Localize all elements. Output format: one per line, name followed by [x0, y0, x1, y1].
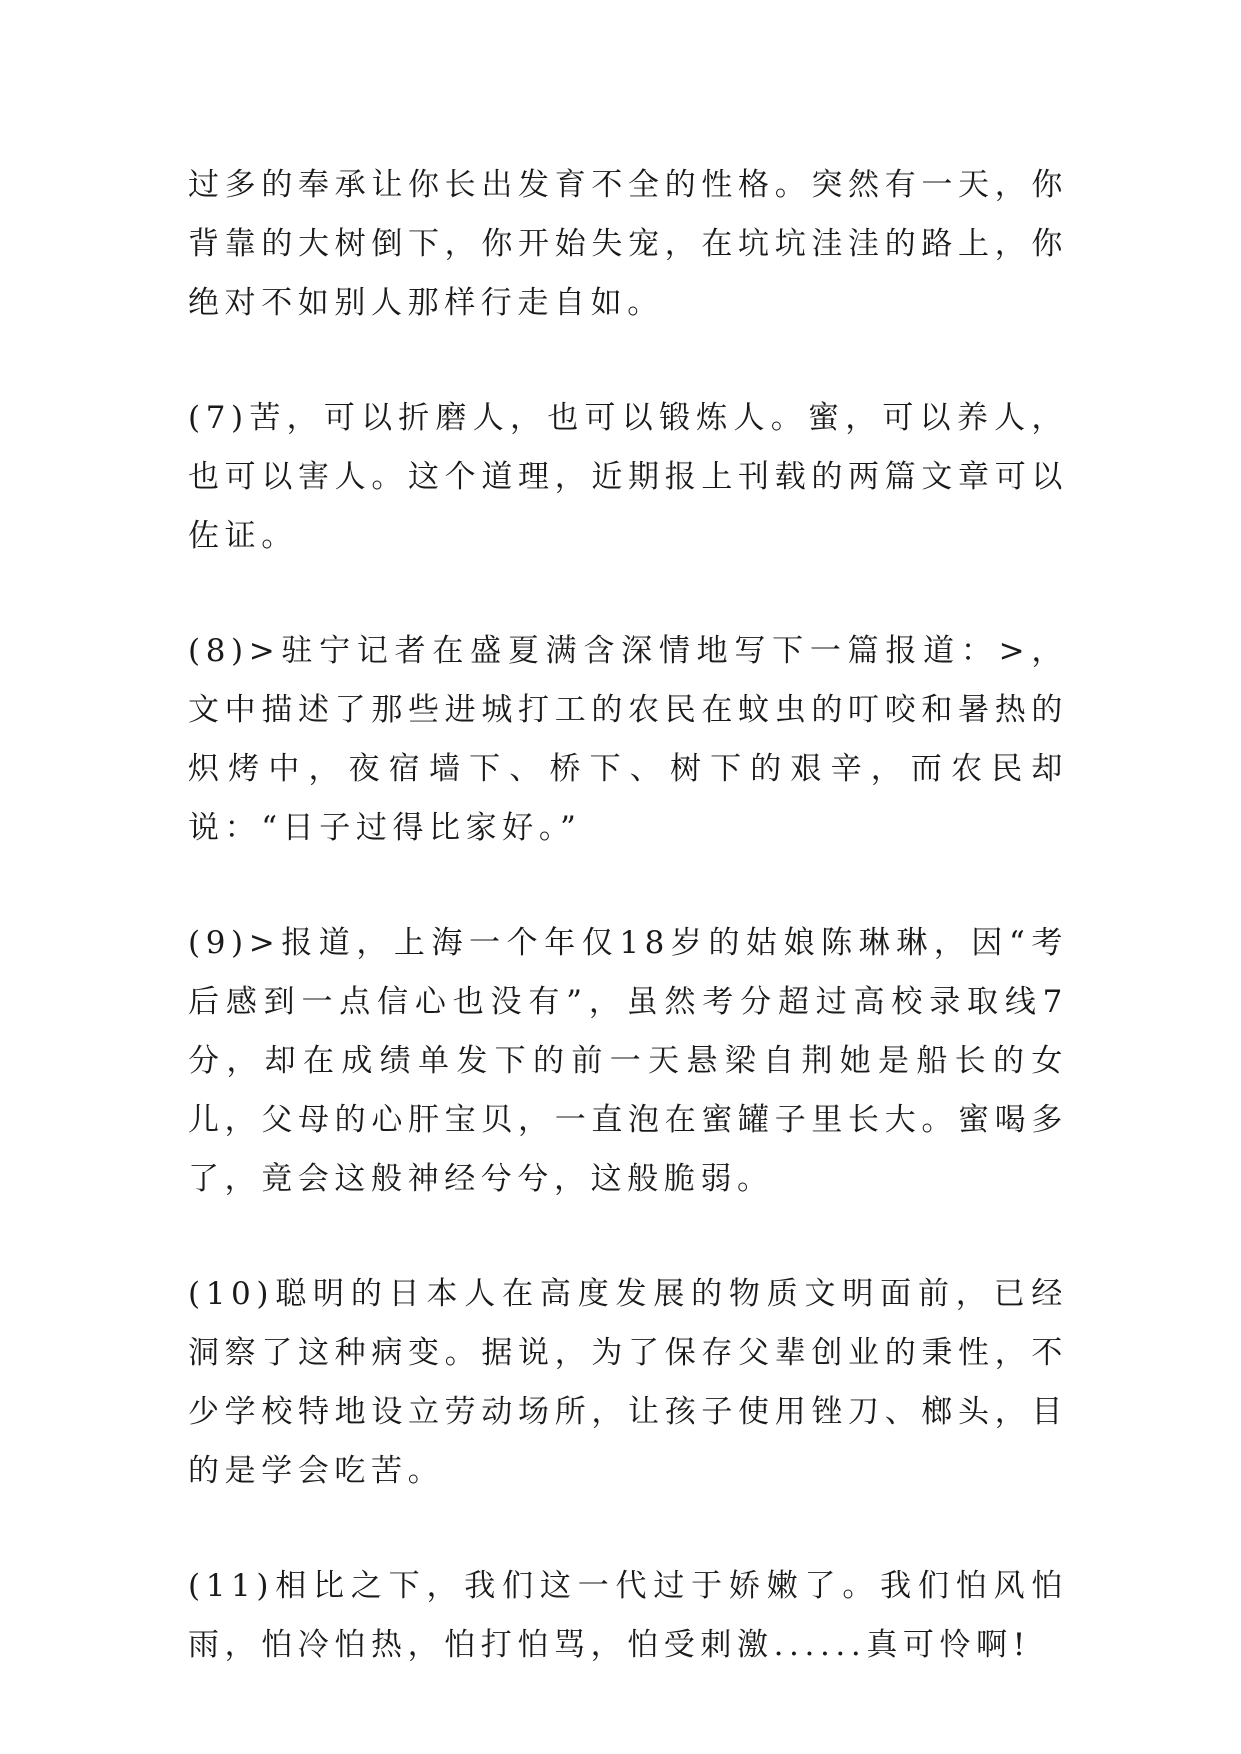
paragraph: (9)>报道，上海一个年仅18岁的姑娘陈琳琳，因“考后感到一点信心也没有”，虽然考分超过高校录取线7分，却在成绩单发下的前一天悬梁自荆她是船长的女儿，父母的心肝宝贝，一直泡在蜜罐子里长大。蜜喝多了，竟会这般神经兮兮，这般脆弱。	[188, 925, 1068, 1197]
paragraph: (10)聪明的日本人在高度发展的物质文明面前，已经洞察了这种病变。据说，为了保存父辈创业的秉性，不少学校特地设立劳动场所，让孩子使用锉刀、榔头，目的是学会吃苦。	[188, 1276, 1068, 1489]
paragraph: (8)>驻宁记者在盛夏满含深情地写下一篇报道：>，文中描述了那些进城打工的农民在蚊虫的叮咬和暑热的炽烤中，夜宿墙下、桥下、树下的艰辛，而农民却说：“日子过得比家好。”	[188, 633, 1068, 846]
document-body	[188, 156, 1068, 1731]
paragraph: 过多的奉承让你长出发育不全的性格。突然有一天，你背靠的大树倒下，你开始失宠，在坑坑洼洼的路上，你绝对不如别人那样行走自如。	[188, 167, 1068, 321]
paragraph: (7)苦，可以折磨人，也可以锻炼人。蜜，可以养人，也可以害人。这个道理，近期报上刊载的两篇文章可以佐证。	[188, 400, 1068, 554]
paragraph: (11)相比之下，我们这一代过于娇嫩了。我们怕风怕雨，怕冷怕热，怕打怕骂，怕受刺激......真可怜啊!	[188, 1568, 1068, 1663]
